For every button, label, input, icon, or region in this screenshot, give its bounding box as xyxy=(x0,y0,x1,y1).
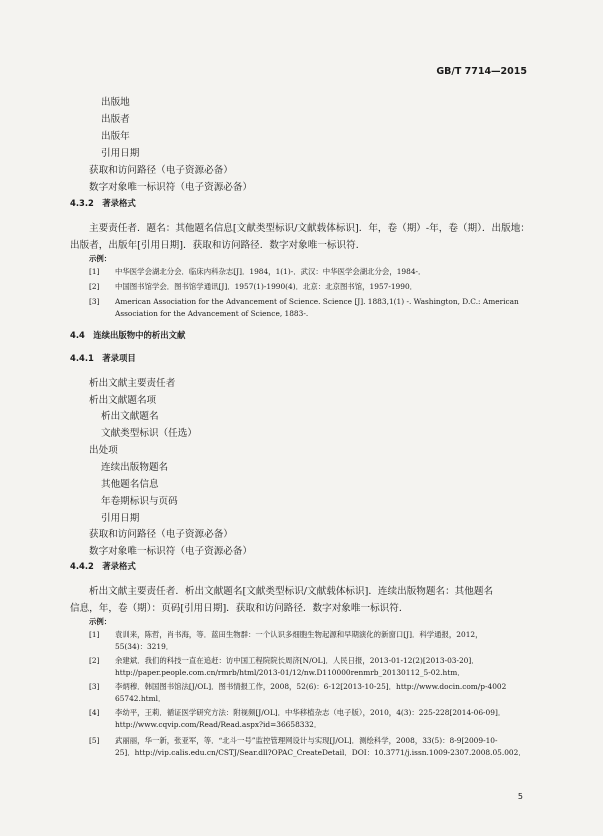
heading-4-3-2: 4.3.2 著录格式 xyxy=(70,198,136,208)
reference-item xyxy=(89,629,529,655)
item: 析出文献主要责任者 xyxy=(89,378,176,389)
reference-text: 李炳穆．韩国图书馆法[J/OL]．图书情报工作，2008，52(6)：6-12[2013-10-25]．http://www.docin.com/p-4002 xyxy=(115,682,507,691)
reference-text: Association for the Advancement of Science, 1883-. xyxy=(115,309,309,318)
reference-item xyxy=(89,281,529,295)
item: 出处项 xyxy=(89,445,118,456)
item: 引用日期 xyxy=(101,513,140,524)
item-publisher: 出版者 xyxy=(101,114,130,125)
page-number: 5 xyxy=(517,792,523,801)
item-publish-place: 出版地 xyxy=(101,97,130,108)
reference-text: http://paper.people.com.cn/rmrb/html/2013-01/12/nw.D110000renmrb_20130112_5-02.htm． xyxy=(115,668,465,677)
item: 年卷期标识与页码 xyxy=(101,496,178,507)
item: 文献类型标识（任选） xyxy=(101,428,197,439)
reference-text: http://www.cqvip.com/Read/Read.aspx?id=36658332． xyxy=(115,720,322,729)
reference-item xyxy=(89,681,529,707)
item-publish-year: 出版年 xyxy=(101,131,130,142)
reference-number: [2] xyxy=(89,656,100,665)
example-label: 示例： xyxy=(89,617,112,626)
heading-4-4-2: 4.4.2 著录格式 xyxy=(70,561,136,571)
reference-text: 李幼平，王莉．循证医学研究方法：附视频[J/OL]．中华移植杂志（电子版），2010，4(3)：225-228[2014-06-09]． xyxy=(115,708,506,717)
format-line: 信息，年，卷（期）：页码[引用日期]．获取和访问路径．数字对象唯一标识符． xyxy=(70,603,409,614)
format-line: 析出文献主要责任者．析出文献题名[文献类型标识/文献载体标识]．连续出版物题名：其他题名 xyxy=(89,586,494,597)
reference-number: [1] xyxy=(89,630,100,639)
item: 连续出版物题名 xyxy=(101,462,169,473)
item-access-path: 获取和访问路径（电子资源必备） xyxy=(89,165,233,176)
item-citation-date: 引用日期 xyxy=(101,148,140,159)
reference-item xyxy=(89,266,529,280)
heading-4-4: 4.4 连续出版物中的析出文献 xyxy=(70,330,186,340)
standard-number: GB/T 7714—2015 xyxy=(436,66,527,77)
item: 数字对象唯一标识符（电子资源必备） xyxy=(89,546,253,557)
reference-text: American Association for the Advancement of Science. Science [J]. 1883,1(1) -. Washington, D.C.: American xyxy=(115,297,519,306)
reference-number: [4] xyxy=(89,708,100,717)
reference-text: 余建斌．我们的科技一直在追赶：访中国工程院院长周济[N/OL]．人民日报，2013-01-12(2)[2013-03-20]． xyxy=(115,656,479,665)
heading-4-4-1: 4.4.1 著录项目 xyxy=(70,353,136,363)
reference-item xyxy=(89,707,529,733)
reference-number: [5] xyxy=(89,736,100,745)
reference-number: [3] xyxy=(89,297,100,306)
reference-text: 25]．http://vip.calis.edu.cn/CSTJ/Sear.dll?OPAC_CreateDetail．DOI：10.3771/j.issn.1009-2307.2008.05.002． xyxy=(115,748,526,757)
reference-number: [1] xyxy=(89,267,100,276)
format-line: 主要责任者．题名：其他题名信息[文献类型标识/文献载体标识]．年，卷（期）-年，卷（期）．出版地： xyxy=(89,223,530,234)
reference-text: 中国图书馆学会．图书馆学通讯[J]．1957(1)-1990(4)．北京：北京图书馆，1957-1990． xyxy=(115,282,418,291)
reference-number: [2] xyxy=(89,282,100,291)
format-line: 出版者，出版年[引用日期]．获取和访问路径．数字对象唯一标识符． xyxy=(70,240,366,251)
reference-text: 55(34)：3219． xyxy=(115,642,174,651)
reference-item xyxy=(89,296,529,322)
reference-number: [3] xyxy=(89,682,100,691)
item: 其他题名信息 xyxy=(101,479,159,490)
reference-text: 武丽丽，华一新，张亚军，等．“北斗一号”监控管理网设计与实现[J/OL]．测绘科学，2008，33(5)：8-9[2009-10- xyxy=(115,736,498,745)
item-doi: 数字对象唯一标识符（电子资源必备） xyxy=(89,182,253,193)
item: 析出文献题名 xyxy=(101,411,159,422)
reference-text: 袁训来，陈哲，肖书海，等．蓝田生物群：一个认识多细胞生物起源和早期演化的新窗口[J]．科学通报，2012， xyxy=(115,630,483,639)
reference-item xyxy=(89,735,529,761)
reference-text: 中华医学会湖北分会．临床内科杂志[J]．1984，1(1)-．武汉：中华医学会湖北分会，1984-． xyxy=(115,267,426,276)
reference-item xyxy=(89,655,529,681)
item: 析出文献题名项 xyxy=(89,395,157,406)
example-label: 示例： xyxy=(89,254,112,263)
reference-text: 65742.html． xyxy=(115,694,166,703)
item: 获取和访问路径（电子资源必备） xyxy=(89,529,233,540)
